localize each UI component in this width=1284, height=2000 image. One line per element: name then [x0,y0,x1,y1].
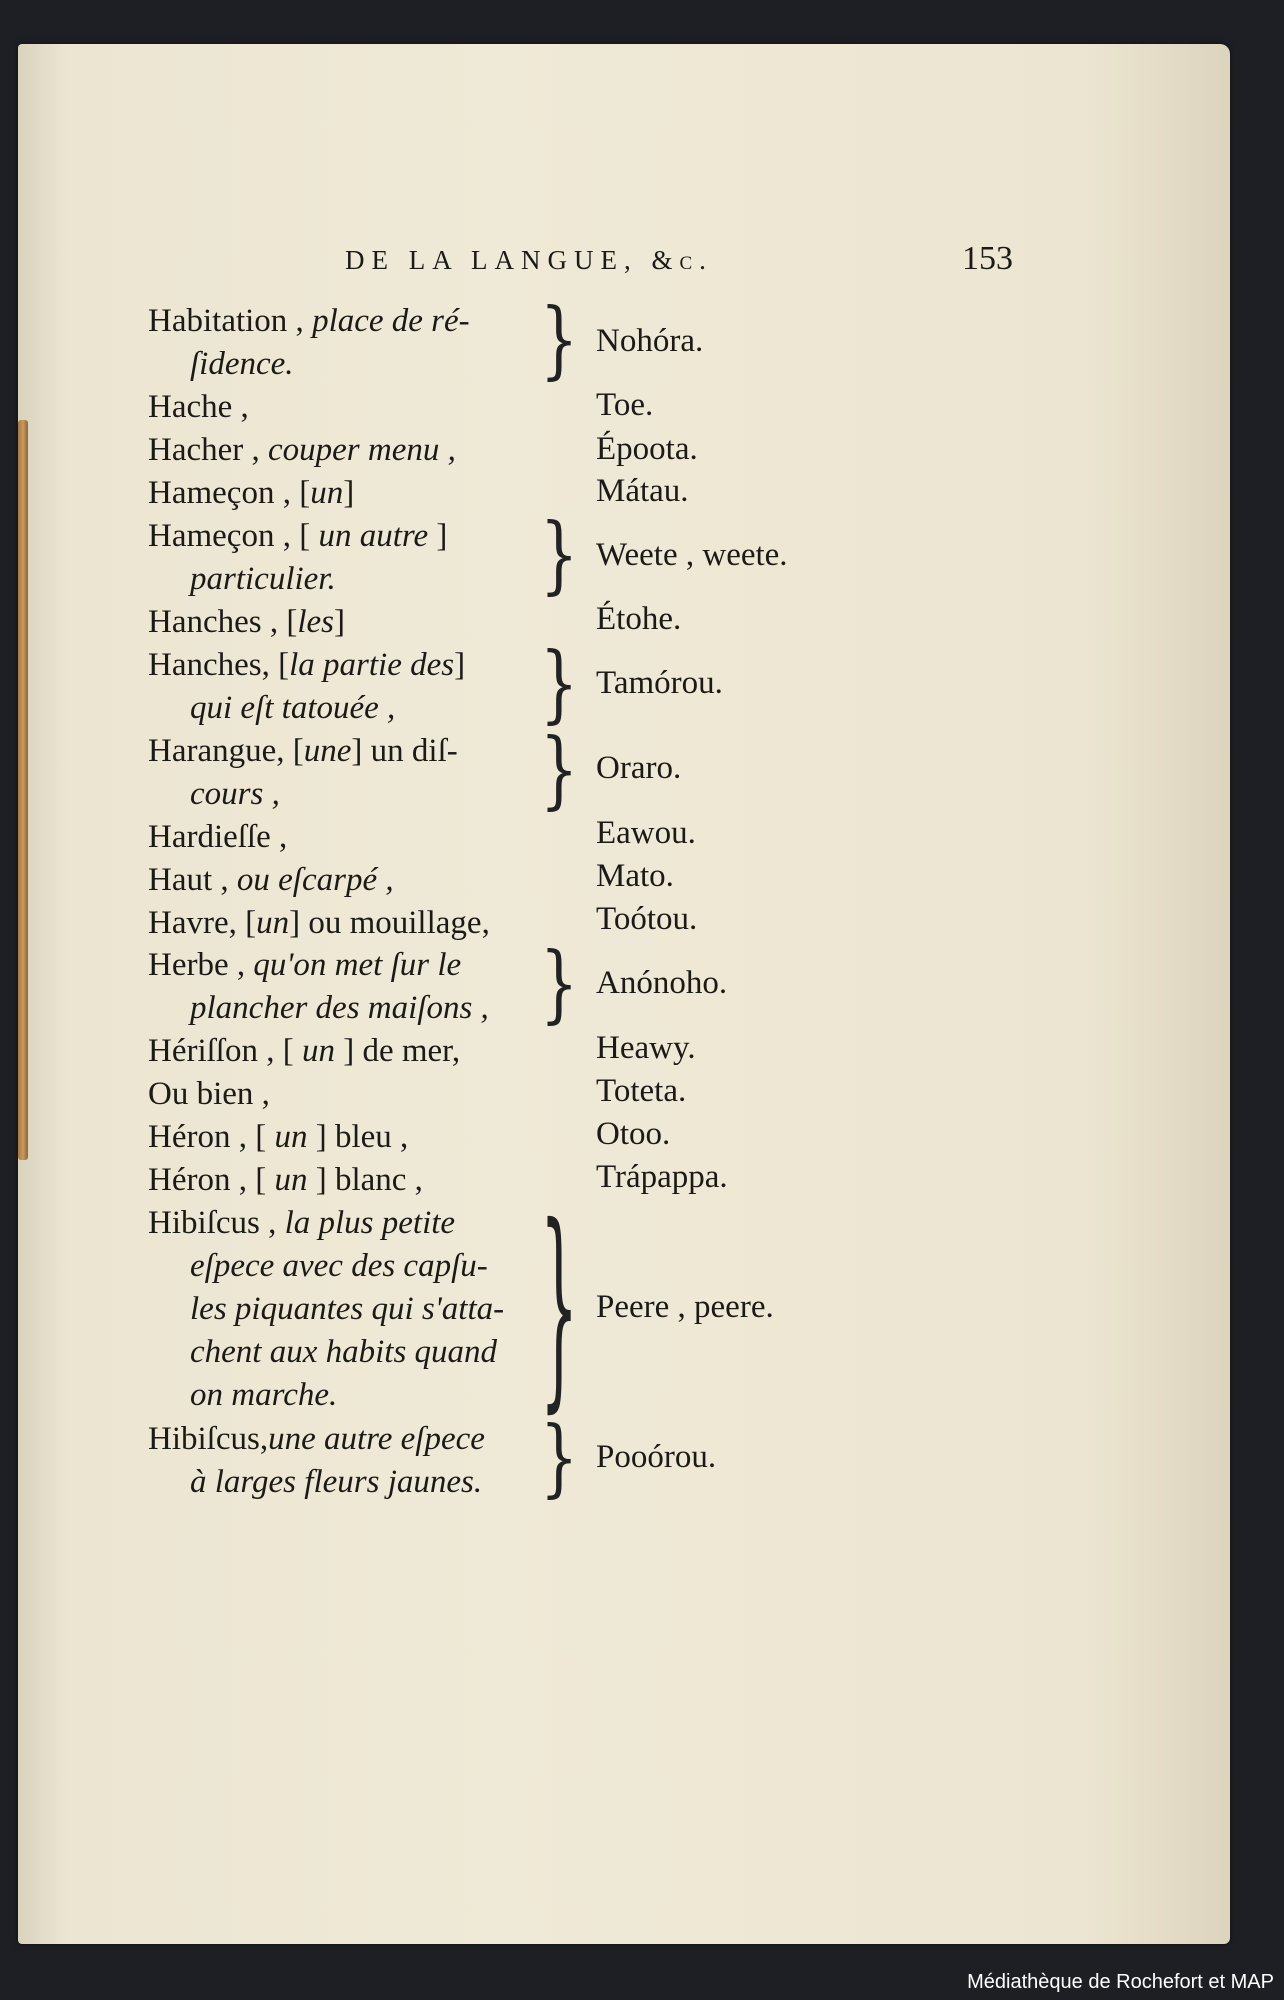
brace: } [540,635,579,733]
running-header: DE LA LANGUE, &c. [345,245,713,275]
brace: } [540,506,579,604]
entry-hibiscus: Hibiſcus , la plus petite eſpece avec des capſu- les piquantes qui s'atta- chent aux habits quand on marche. [148,1205,505,1413]
entry-hamecon-autre: Hameçon , [ un autre ] particulier. [148,518,448,597]
book-spine [18,420,28,1160]
translation: Mato. [596,858,674,894]
entry-herisson: Hériſſon , [ un ] de mer, [148,1033,461,1069]
brace: } [540,935,579,1033]
entry-hanches-partie: Hanches, [la partie des] qui eſt tatouée , [148,647,466,726]
brace: } [540,721,579,819]
translation: Otoo. [596,1116,671,1152]
entry-hamecon: Hameçon , [un] [148,475,355,511]
image-credit: Médiathèque de Rochefort et MAP [967,1971,1274,1993]
translation: Heawy. [596,1030,696,1066]
entry-ou-bien: Ou bien , [148,1076,270,1112]
translation: Anónoho. [596,965,728,1001]
entry-hacher: Hacher , couper menu , [148,432,456,468]
translation: Étohe. [596,601,682,637]
translation: Nohóra. [596,323,704,359]
translation: Tamórou. [596,665,723,701]
entry-havre: Havre, [un] ou mouillage, [148,905,490,941]
translation: Trápappa. [596,1159,728,1195]
page-number: 153 [962,240,1013,277]
translation: Mátau. [596,473,689,509]
translation: Eawou. [596,815,696,851]
entry-haut: Haut , ou eſcarpé , [148,862,394,898]
translation: Weete , weete. [596,537,788,573]
entry-heron-bleu: Héron , [ un ] bleu , [148,1119,409,1155]
entry-hardiesse: Hardieſſe , [148,819,288,855]
entry-heron-blanc: Héron , [ un ] blanc , [148,1162,423,1198]
translation: Oraro. [596,750,682,786]
translation: Épоota. [596,431,698,467]
entry-hache: Hache , [148,389,249,425]
brace: } [540,1409,579,1507]
entry-hanches: Hanches , [les] [148,604,346,640]
translation: Toteta. [596,1073,687,1109]
translation: Toótou. [596,901,698,937]
translation: Peere , peere. [596,1289,774,1325]
entry-herbe: Herbe , qu'on met ſur le plancher des maiſons , [148,947,489,1026]
translation: Toe. [596,387,654,423]
entry-harangue: Harangue, [une] un diſ- cours , [148,733,458,812]
entry-habitation: Habitation , place de ré- ſidence. [148,303,470,382]
brace: } [540,291,579,389]
translation: Pooórou. [596,1439,717,1475]
entry-hibiscus-autre: Hibiſcus,une autre eſpece à larges fleurs jaunes. [148,1421,485,1500]
brace: } [540,1182,579,1434]
